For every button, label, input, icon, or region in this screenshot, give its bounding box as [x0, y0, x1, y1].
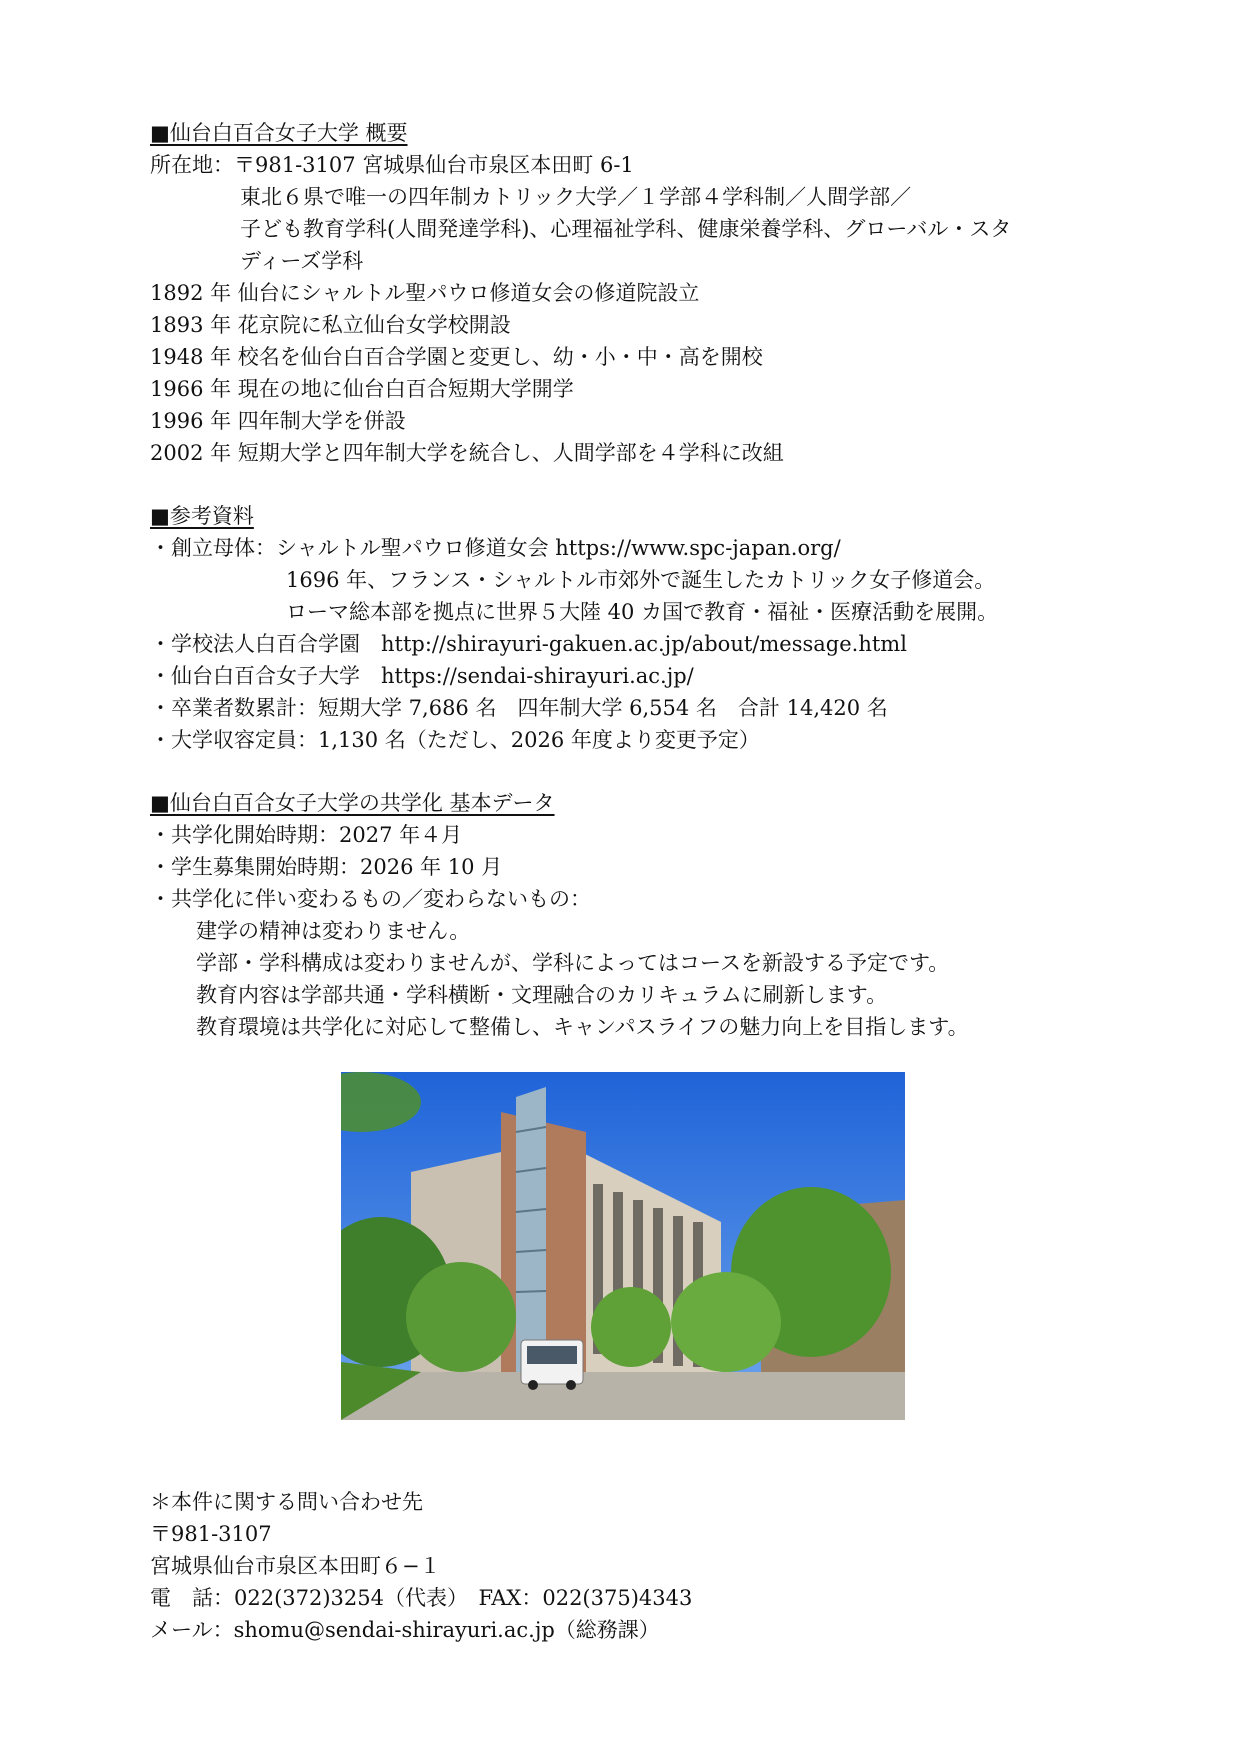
overview-desc-line: 子ども教育学科(人間発達学科)、心理福祉学科、健康栄養学科、グローバル・スタ	[240, 217, 1012, 241]
history-line: 1996 年 四年制大学を併設	[150, 409, 406, 433]
history-line: 1966 年 現在の地に仙台白百合短期大学開学	[150, 377, 574, 401]
tree	[671, 1272, 781, 1372]
ground	[341, 1372, 905, 1420]
reference-line: 1696 年、フランス・シャルトル市郊外で誕生したカトリック女子修道会。	[286, 568, 996, 592]
reference-line: ・大学収容定員：1,130 名（ただし、2026 年度より変更予定）	[150, 728, 760, 752]
overview-heading: ■仙台白百合女子大学 概要	[150, 121, 408, 145]
history-line: 1892 年 仙台にシャルトル聖パウロ修道女会の修道院設立	[150, 281, 700, 305]
references-heading: ■参考資料	[150, 504, 254, 528]
coed-detail-line: 学部・学科構成は変わりませんが、学科によってはコースを新設する予定です。	[196, 951, 950, 975]
coed-heading: ■仙台白百合女子大学の共学化 基本データ	[150, 791, 555, 815]
overview-desc-line: ディーズ学科	[240, 249, 364, 273]
tree	[591, 1287, 671, 1367]
reference-line: ・創立母体：シャルトル聖パウロ修道女会 https://www.spc-japan.org/	[150, 536, 841, 560]
reference-line: ・卒業者数累計：短期大学 7,686 名 四年制大学 6,554 名 合計 14,420 名	[150, 696, 888, 720]
overview-desc-line: 東北６県で唯一の四年制カトリック大学／１学部４学科制／人間学部／	[240, 185, 912, 209]
history-line: 2002 年 短期大学と四年制大学を統合し、人間学部を４学科に改組	[150, 441, 784, 465]
coed-detail-line: 教育環境は共学化に対応して整備し、キャンパスライフの魅力向上を目指します。	[196, 1015, 969, 1039]
address-line: 所在地：〒981-3107 宮城県仙台市泉区本田町 6-1	[150, 153, 634, 177]
coed-detail-line: 教育内容は学部共通・学科横断・文理融合のカリキュラムに刷新します。	[196, 983, 888, 1007]
contact-line: 宮城県仙台市泉区本田町６−１	[150, 1554, 441, 1578]
reference-line: ローマ総本部を拠点に世界５大陸 40 カ国で教育・福祉・医療活動を展開。	[286, 600, 999, 624]
campus-photo	[341, 1072, 905, 1420]
campus-photo-illustration	[341, 1072, 905, 1420]
contact-phone-line: 電 話：022(372)3254（代表） FAX：022(375)4343	[150, 1586, 693, 1610]
reference-link-line: ・仙台白百合女子大学 https://sendai-shirayuri.ac.jp/	[150, 664, 694, 688]
history-line: 1893 年 花京院に私立仙台女学校開設	[150, 313, 511, 337]
coed-line: ・共学化に伴い変わるもの／変わらないもの：	[150, 887, 591, 911]
bus-windshield	[527, 1346, 577, 1364]
contact-email-line: メール：shomu@sendai-shirayuri.ac.jp（総務課）	[150, 1618, 660, 1642]
coed-line: ・学生募集開始時期：2026 年 10 月	[150, 855, 503, 879]
reference-link-line: ・学校法人白百合学園 http://shirayuri-gakuen.ac.jp/about/message.html	[150, 632, 907, 656]
history-line: 1948 年 校名を仙台白百合学園と変更し、幼・小・中・高を開校	[150, 345, 763, 369]
contact-line: ＊本件に関する問い合わせ先	[150, 1490, 423, 1514]
coed-line: ・共学化開始時期：2027 年４月	[150, 823, 463, 847]
contact-line: 〒981-3107	[150, 1522, 272, 1546]
coed-detail-line: 建学の精神は変わりません。	[196, 919, 471, 943]
tree	[406, 1262, 516, 1372]
